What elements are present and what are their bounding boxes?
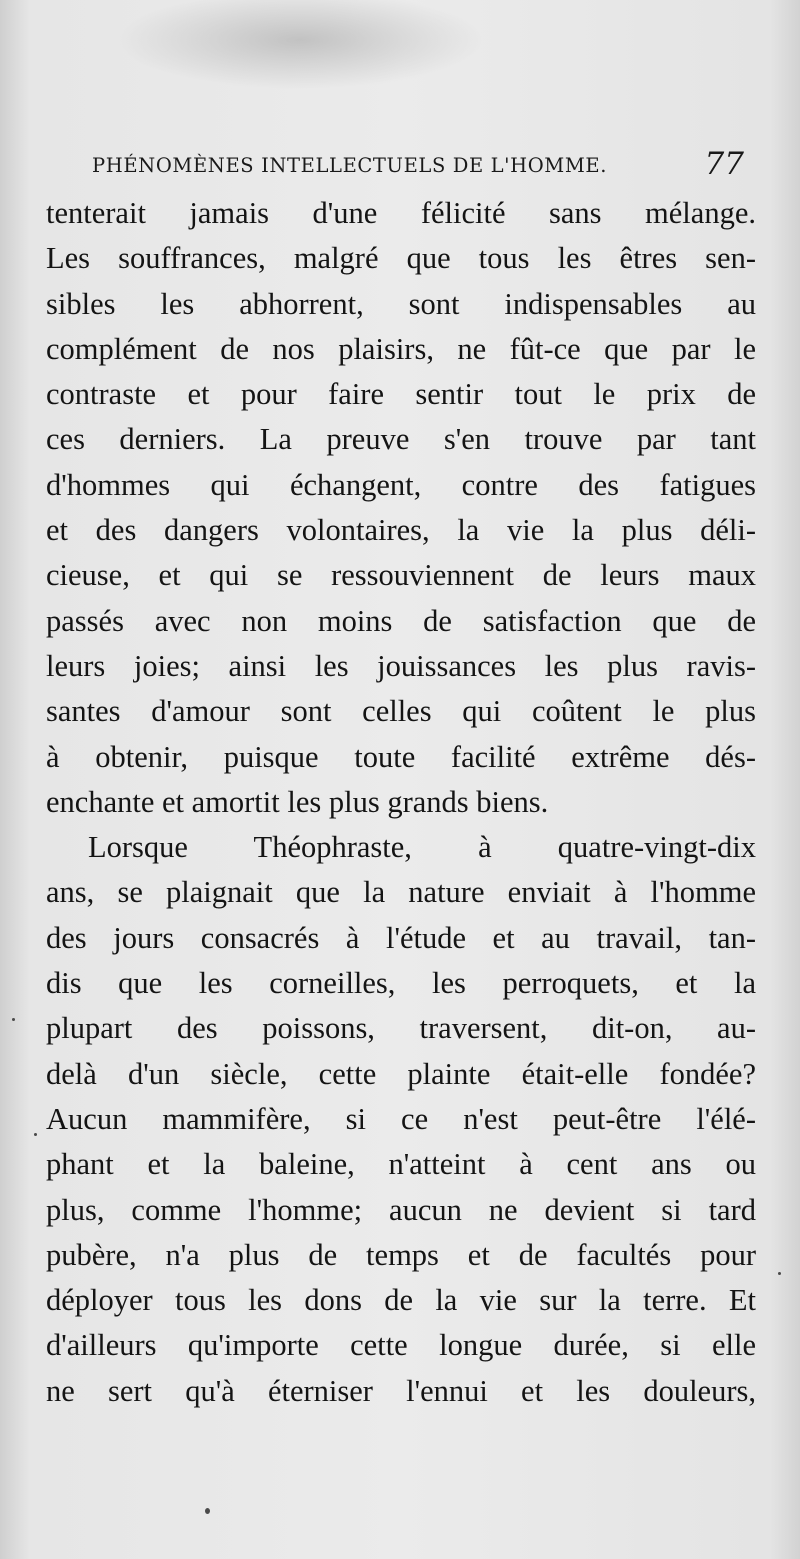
text-line: cieuse, et qui se ressouviennent de leurs maux bbox=[46, 558, 756, 593]
text-line: complément de nos plaisirs, ne fût-ce que par le bbox=[46, 331, 756, 366]
text-line: passés avec non moins de satisfaction que de bbox=[46, 603, 756, 638]
page-number: 77 bbox=[704, 146, 744, 182]
paper-speck bbox=[778, 1272, 781, 1275]
text-line: santes d'amour sont celles qui coûtent le plus bbox=[46, 694, 756, 729]
text-line: dis que les corneilles, les perroquets, et la bbox=[46, 966, 756, 1001]
running-head bbox=[92, 148, 742, 182]
text-line: plus, comme l'homme; aucun ne devient si tard bbox=[46, 1192, 756, 1227]
text-line: ans, se plaignait que la nature enviait à l'homme bbox=[46, 875, 756, 910]
paper-speck bbox=[34, 1133, 37, 1136]
text-line: ces derniers. La preuve s'en trouve par tant bbox=[46, 422, 756, 457]
text-line: tenterait jamais d'une félicité sans mélange. bbox=[46, 196, 756, 230]
text-line: phant et la baleine, n'atteint à cent ans ou bbox=[46, 1147, 756, 1182]
text-line: déployer tous les dons de la vie sur la terre. Et bbox=[46, 1283, 756, 1318]
text-line: Les souffrances, malgré que tous les êtres sen- bbox=[46, 241, 756, 276]
text-line: d'hommes qui échangent, contre des fatigues bbox=[46, 467, 756, 502]
text-line: Aucun mammifère, si ce n'est peut-être l'élé- bbox=[46, 1101, 756, 1136]
text-line: plupart des poissons, traversent, dit-on, au- bbox=[46, 1011, 756, 1046]
running-title: PHÉNOMÈNES INTELLECTUELS DE L'HOMME. bbox=[92, 154, 608, 177]
body-text bbox=[46, 191, 756, 1414]
text-line: d'ailleurs qu'importe cette longue durée, si elle bbox=[46, 1328, 756, 1363]
text-line: ne sert qu'à éterniser l'ennui et les douleurs, bbox=[46, 1373, 756, 1408]
text-line: des jours consacrés à l'étude et au travail, tan- bbox=[46, 920, 756, 955]
paper-speck bbox=[12, 1018, 15, 1021]
text-line: et des dangers volontaires, la vie la plus déli- bbox=[46, 513, 756, 548]
text-line: à obtenir, puisque toute facilité extrême dés- bbox=[46, 739, 756, 774]
text-line: enchante et amortit les plus grands biens. bbox=[46, 784, 549, 819]
text-line: delà d'un siècle, cette plainte était-elle fondée? bbox=[46, 1056, 756, 1091]
paper-speck bbox=[205, 1508, 210, 1514]
text-line: contraste et pour faire sentir tout le prix de bbox=[46, 377, 756, 412]
text-line: Lorsque Théophraste, à quatre-vingt-dix bbox=[88, 830, 756, 865]
text-line: leurs joies; ainsi les jouissances les plus ravis- bbox=[46, 648, 756, 683]
text-line: pubère, n'a plus de temps et de facultés pour bbox=[46, 1237, 756, 1272]
text-line: sibles les abhorrent, sont indispensables au bbox=[46, 286, 756, 321]
